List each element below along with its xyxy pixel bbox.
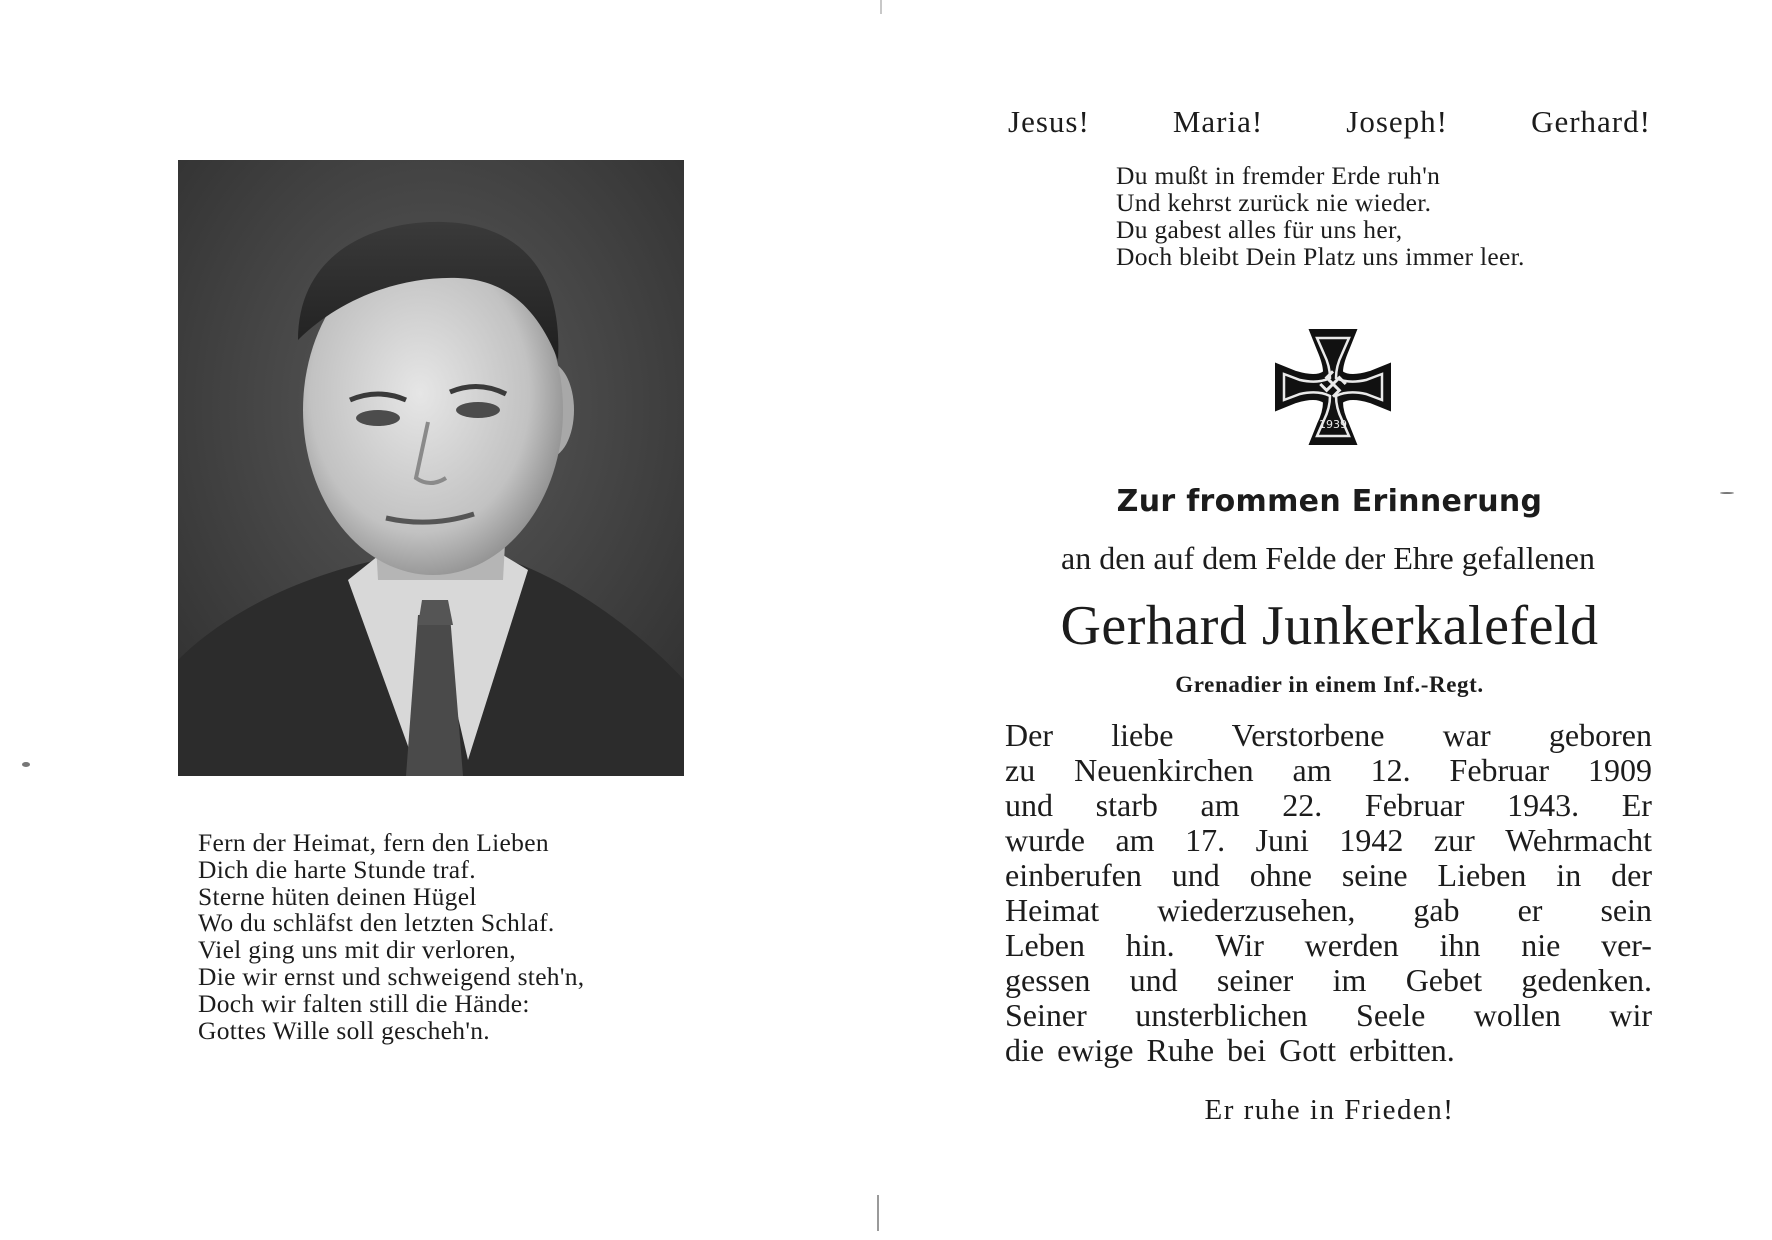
deceased-name: Gerhard Junkerkalefeld: [1060, 595, 1599, 657]
biography-word: Wir: [1215, 927, 1264, 963]
biography-word: Gott: [1279, 1032, 1337, 1068]
biography-word: gedenken.: [1521, 962, 1652, 998]
poem-line: Du mußt in fremder Erde ruh'n: [1116, 161, 1441, 190]
invocation-line: [1008, 104, 1651, 140]
poem-line: Und kehrst zurück nie wieder.: [1116, 188, 1432, 217]
biography-word: Februar: [1364, 787, 1465, 823]
biography-word: Leben: [1005, 927, 1085, 963]
biography-word: Verstorbene: [1231, 717, 1385, 753]
biography-line: [1005, 718, 1652, 753]
biography-line: [1005, 893, 1652, 928]
poem-line: Du gabest alles für uns her,: [1116, 215, 1403, 244]
biography-word: Juni: [1255, 822, 1309, 858]
biography-word: am: [1292, 752, 1332, 788]
biography-word: geboren: [1548, 717, 1652, 753]
invocation-word: Maria!: [1172, 104, 1264, 139]
biography-word: unsterblichen: [1135, 997, 1308, 1033]
poem-line: Fern der Heimat, fern den Lieben: [198, 828, 549, 857]
biography-word: in: [1556, 857, 1582, 893]
biography-word: und: [1005, 787, 1053, 823]
biography-word: er: [1517, 892, 1543, 928]
biography-word: am: [1200, 787, 1240, 823]
biography-word: werden: [1304, 927, 1399, 963]
biography-word: 1909: [1587, 752, 1652, 788]
dedication-line: an den auf dem Felde der Ehre gefallenen: [1061, 540, 1595, 576]
biography-word: bei: [1227, 1032, 1267, 1068]
invocation-word: Jesus!: [1008, 104, 1090, 139]
poem-line: Dich die harte Stunde traf.: [198, 854, 476, 884]
biography-line: [1005, 998, 1652, 1033]
biography-word: Heimat: [1005, 892, 1100, 928]
biography-word: im: [1332, 962, 1367, 998]
biography-word: Neuenkirchen: [1074, 752, 1254, 788]
biography-word: Er: [1621, 787, 1652, 823]
biography-line: [1005, 753, 1652, 788]
biography-word: starb: [1095, 787, 1158, 823]
biography-line: [1005, 963, 1652, 998]
closing-line: Er ruhe in Frieden!: [1204, 1094, 1455, 1126]
biography-word: Seele: [1356, 997, 1426, 1033]
biography-line: [1005, 823, 1652, 858]
biography-word: und: [1171, 857, 1220, 893]
poem-line: Sterne hüten deinen Hügel: [198, 881, 477, 911]
biography-word: Der: [1005, 717, 1053, 753]
biography-word: wiederzusehen,: [1157, 892, 1356, 928]
biography-word: zur: [1433, 822, 1475, 858]
biography-word: gessen: [1005, 962, 1091, 998]
biography-word: wurde: [1005, 822, 1085, 858]
biography-word: die: [1005, 1032, 1045, 1068]
biography-line: [1005, 858, 1652, 893]
biography-word: 12.: [1370, 752, 1411, 788]
biography-word: ver-: [1601, 927, 1652, 963]
biography-paragraph: [1005, 718, 1652, 1068]
poem-line: Gottes Wille soll gescheh'n.: [198, 1015, 490, 1045]
poem-line: Wo du schläfst den letzten Schlaf.: [198, 908, 555, 938]
right-poem: [1116, 162, 1636, 270]
poem-line: Doch wir falten still die Hände:: [198, 988, 530, 1018]
iron-cross-icon: [1272, 326, 1394, 448]
biography-word: war: [1442, 717, 1491, 753]
poem-line: Doch bleibt Dein Platz uns immer leer.: [1116, 242, 1525, 271]
biography-word: Februar: [1449, 752, 1550, 788]
invocation-word: Joseph!: [1346, 104, 1448, 139]
biography-line: [1005, 788, 1652, 823]
biography-word: ewige: [1057, 1032, 1134, 1068]
biography-word: Ruhe: [1146, 1032, 1215, 1068]
left-poem: [198, 830, 718, 1044]
biography-word: liebe: [1111, 717, 1174, 753]
biography-line: [1005, 928, 1652, 963]
biography-word: 17.: [1185, 822, 1226, 858]
biography-word: wollen: [1473, 997, 1561, 1033]
biography-word: und: [1129, 962, 1178, 998]
biography-word: Lieben: [1437, 857, 1527, 893]
biography-word: erbitten.: [1349, 1032, 1455, 1068]
fold-mark-bottom: [877, 1195, 879, 1231]
biography-word: Wehrmacht: [1505, 822, 1652, 858]
biography-word: Seiner: [1005, 997, 1087, 1033]
biography-word: seine: [1341, 857, 1408, 893]
biography-word: 22.: [1282, 787, 1323, 823]
poem-line: Viel ging uns mit dir verloren,: [198, 935, 516, 965]
biography-word: 1942: [1339, 822, 1404, 858]
fold-mark-top: [880, 0, 882, 14]
biography-word: gab: [1413, 892, 1460, 928]
military-rank: Grenadier in einem Inf.-Regt.: [1175, 672, 1484, 697]
biography-word: 1943.: [1507, 787, 1580, 823]
poem-line: Die wir ernst und schweigend steh'n,: [198, 961, 585, 991]
biography-word: nie: [1521, 927, 1561, 963]
biography-word: Gebet: [1405, 962, 1483, 998]
biography-word: hin.: [1125, 927, 1175, 963]
paper-speck: [22, 762, 30, 767]
biography-word: wir: [1609, 997, 1652, 1033]
invocation-word: Gerhard!: [1531, 104, 1651, 139]
biography-word: am: [1115, 822, 1155, 858]
biography-word: zu: [1005, 752, 1036, 788]
cross-year: 1939: [1319, 418, 1347, 431]
biography-word: der: [1611, 857, 1652, 893]
biography-line: [1005, 1033, 1652, 1068]
biography-word: ohne: [1249, 857, 1312, 893]
heading: Zur frommen Erinnerung: [1116, 484, 1543, 519]
biography-word: einberufen: [1005, 857, 1142, 893]
biography-word: ihn: [1439, 927, 1481, 963]
portrait-photo: [178, 160, 684, 776]
biography-word: sein: [1600, 892, 1652, 928]
biography-word: seiner: [1216, 962, 1294, 998]
paper-speck: [1720, 492, 1734, 494]
